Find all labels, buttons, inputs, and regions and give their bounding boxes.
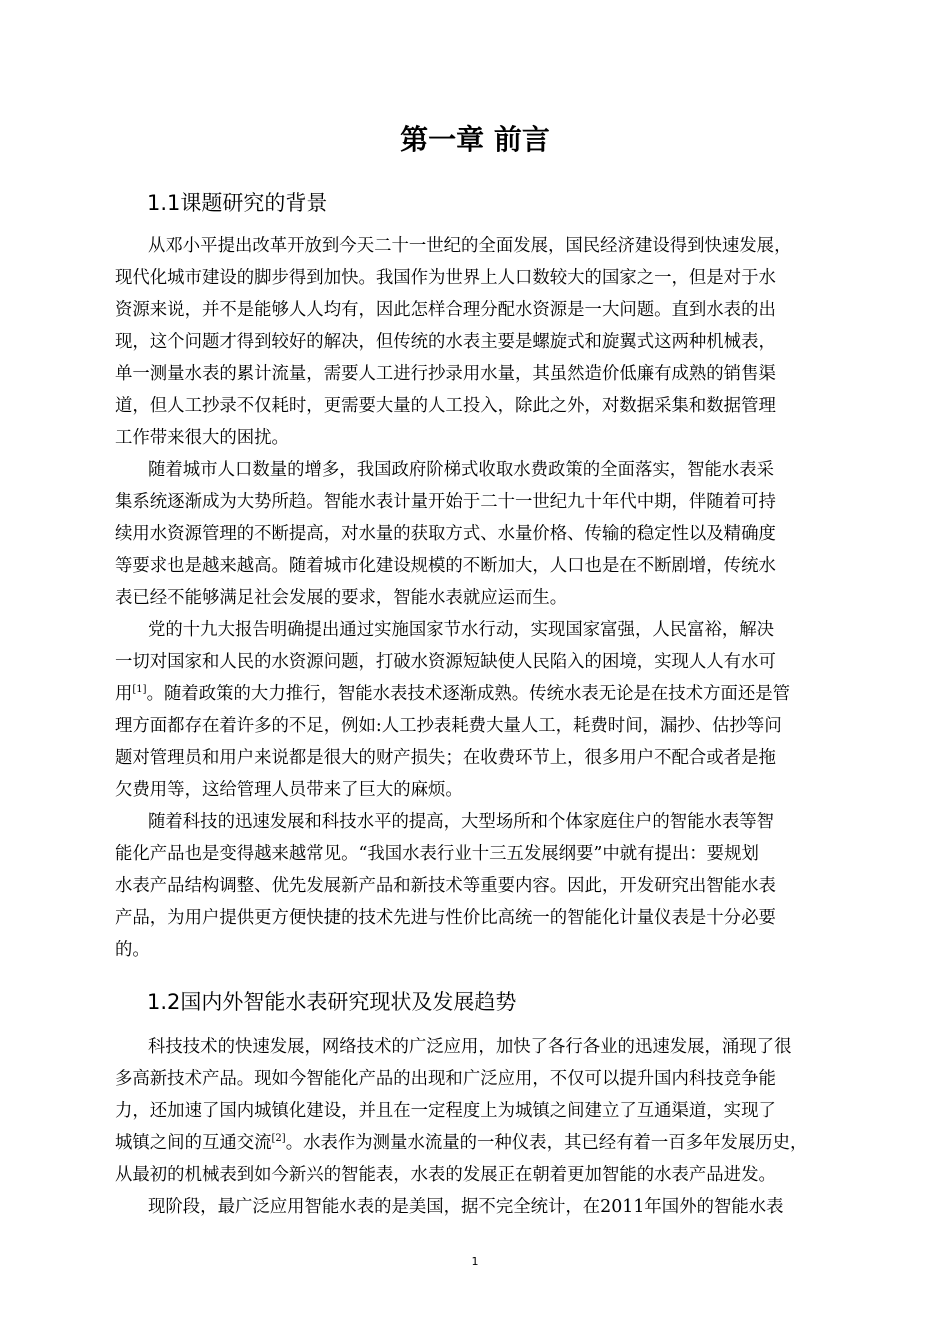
paragraph-line: 单一测量水表的累计流量，需要人工进行抄录用水量，其虽然造价低廉有成熟的销售渠 xyxy=(115,364,776,384)
paragraph-line: 资源来说，并不是能够人人均有，因此怎样合理分配水资源是一大问题。直到水表的出 xyxy=(115,300,776,320)
paragraph-line: 水表产品结构调整、优先发展新产品和新技术等重要内容。因此，开发研究出智能水表 xyxy=(115,876,776,896)
paragraph-line: 欠费用等，这给管理人员带来了巨大的麻烦。 xyxy=(115,780,463,800)
paragraph-line: 一切对国家和人民的水资源问题，打破水资源短缺使人民陷入的困境，实现人人有水可 xyxy=(115,652,776,672)
citation-ref-1[interactable]: [1] xyxy=(132,684,147,695)
paragraph-line: 党的十九大报告明确提出通过实施国家节水行动，实现国家富强，人民富裕，解决 xyxy=(148,620,775,640)
paragraph-line: 续用水资源管理的不断提高，对水量的获取方式、水量价格、传输的稳定性以及精确度 xyxy=(115,524,776,544)
line-text: 用 xyxy=(115,684,133,704)
paragraph-line: 科技技术的快速发展，网络技术的广泛应用，加快了各行各业的迅速发展，涌现了很 xyxy=(148,1037,792,1057)
paragraph-line: 现代化城市建设的脚步得到加快。我国作为世界上人口数较大的国家之一，但是对于水 xyxy=(115,268,776,288)
citation-ref-2[interactable]: [2] xyxy=(271,1133,286,1144)
paragraph-line: 力，还加速了国内城镇化建设，并且在一定程度上为城镇之间建立了互通渠道，实现了 xyxy=(115,1101,776,1121)
paragraph-line: 现阶段，最广泛应用智能水表的是美国，据不完全统计，在2011年国外的智能水表 xyxy=(148,1197,784,1217)
line-text: 城镇之间的互通交流 xyxy=(115,1133,272,1153)
paragraph-line: 随着科技的迅速发展和科技水平的提高，大型场所和个体家庭住户的智能水表等智 xyxy=(148,812,775,832)
paragraph-line: 理方面都存在着许多的不足，例如:人工抄表耗费大量人工，耗费时间，漏抄、估抄等问 xyxy=(115,716,782,736)
paragraph-line: 产品，为用户提供更方便快捷的技术先进与性价比高统一的智能化计量仪表是十分必要 xyxy=(115,908,776,928)
paragraph-line: 多高新技术产品。现如今智能化产品的出现和广泛应用，不仅可以提升国内科技竞争能 xyxy=(115,1069,776,1089)
paragraph-line: 的。 xyxy=(115,940,150,960)
paragraph-line: 等要求也是越来越高。随着城市化建设规模的不断加大，人口也是在不断剧增，传统水 xyxy=(115,556,776,576)
paragraph-line-with-citation xyxy=(115,679,790,709)
chapter-title: 第一章 前言 xyxy=(400,123,550,156)
page-number: 1 xyxy=(471,1255,479,1268)
paragraph-line: 随着城市人口数量的增多，我国政府阶梯式收取水费政策的全面落实，智能水表采 xyxy=(148,460,775,480)
paragraph-line: 从邓小平提出改革开放到今天二十一世纪的全面发展，国民经济建设得到快速发展， xyxy=(148,236,792,256)
paragraph-line: 能化产品也是变得越来越常见。“我国水表行业十三五发展纲要”中就有提出：要规划 xyxy=(115,844,759,864)
paragraph-line: 道，但人工抄录不仅耗时，更需要大量的人工投入，除此之外，对数据采集和数据管理 xyxy=(115,396,776,416)
line-text: 。水表作为测量水流量的一种仪表，其已经有着一百多年发展历史， xyxy=(285,1133,808,1153)
paragraph-line: 表已经不能够满足社会发展的要求，智能水表就应运而生。 xyxy=(115,588,568,608)
paragraph-line: 现，这个问题才得到较好的解决，但传统的水表主要是螺旋式和旋翼式这两种机械表， xyxy=(115,332,776,352)
paragraph-line: 题对管理员和用户来说都是很大的财产损失；在收费环节上，很多用户不配合或者是拖 xyxy=(115,748,776,768)
section-heading-1-1: 1.1课题研究的背景 xyxy=(147,191,328,215)
section-heading-1-2: 1.2国内外智能水表研究现状及发展趋势 xyxy=(147,990,517,1014)
paragraph-line: 工作带来很大的困扰。 xyxy=(115,428,289,448)
paragraph-line: 从最初的机械表到如今新兴的智能表，水表的发展正在朝着更加智能的水表产品进发。 xyxy=(115,1165,776,1185)
line-text: 。随着政策的大力推行，智能水表技术逐渐成熟。传统水表无论是在技术方面还是管 xyxy=(146,684,791,704)
paragraph-line: 集系统逐渐成为大势所趋。智能水表计量开始于二十一世纪九十年代中期，伴随着可持 xyxy=(115,492,776,512)
paragraph-line-with-citation xyxy=(115,1128,807,1158)
